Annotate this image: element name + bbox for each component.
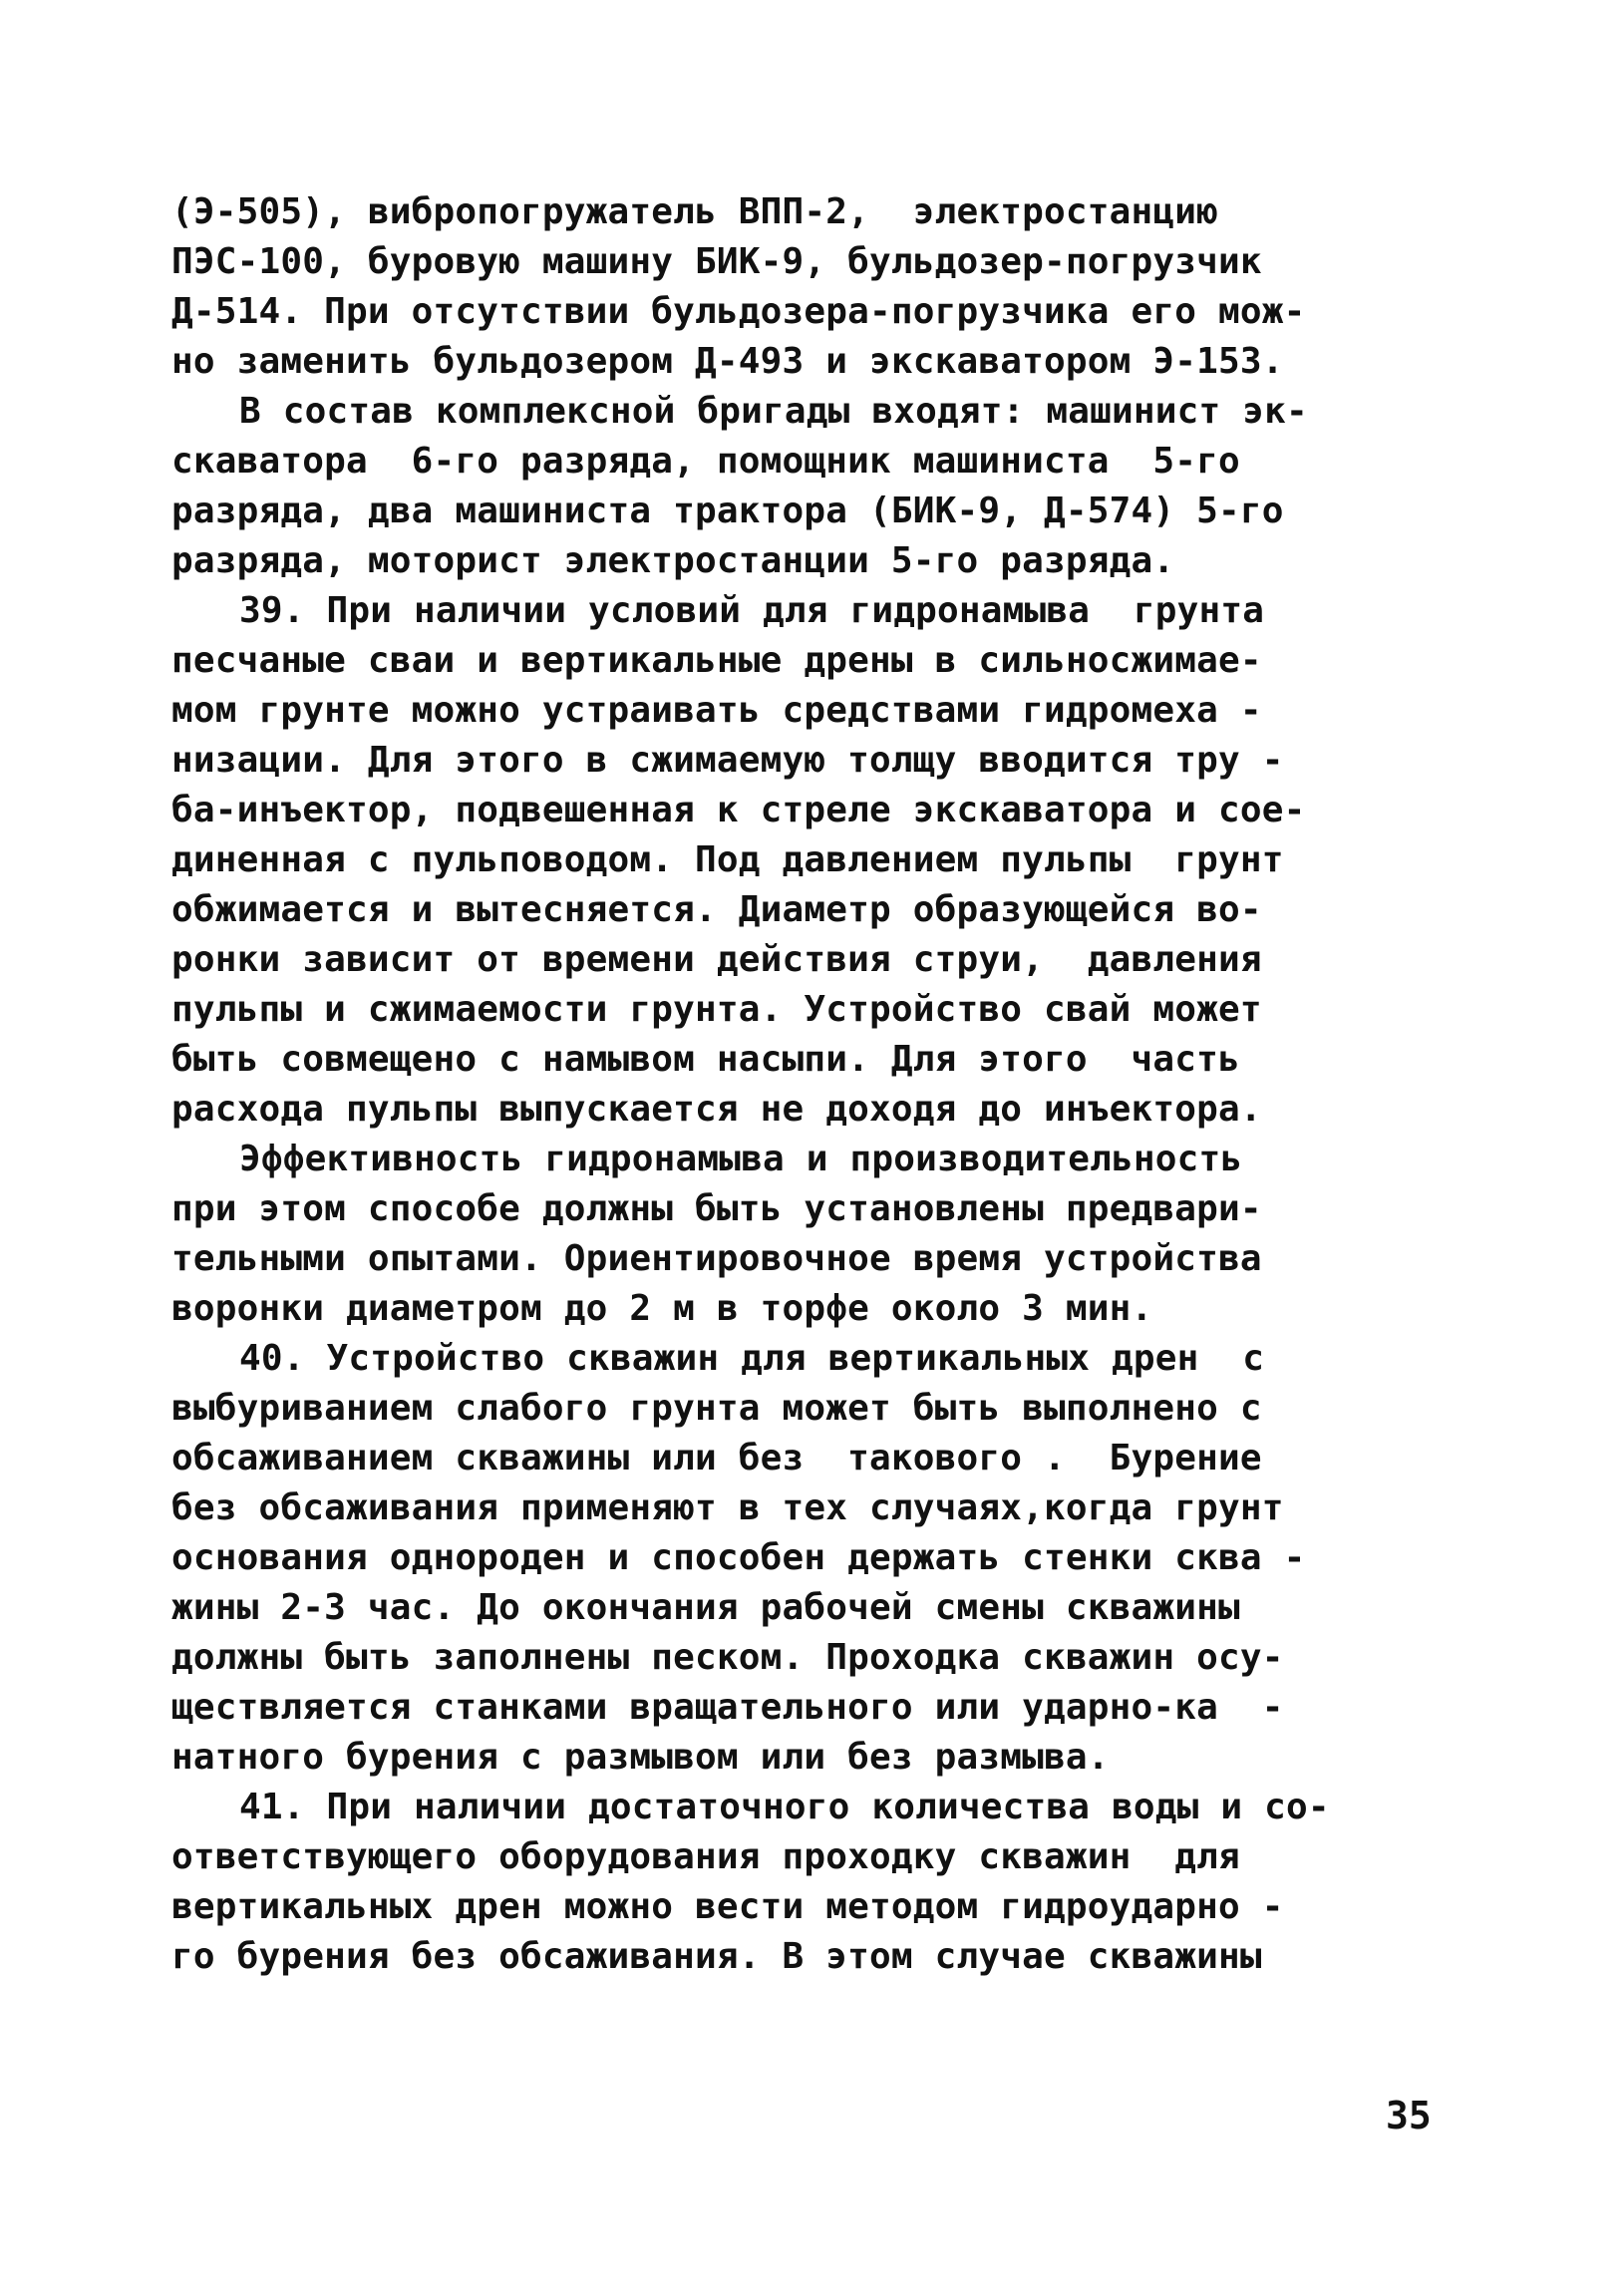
text-line: пульпы и сжимаемости грунта. Устройство свай может	[171, 989, 1262, 1030]
text-line: ба-инъектор, подвешенная к стреле экскаватора и сое-	[171, 790, 1306, 830]
text-line: без обсаживания применяют в тех случаях,когда грунт	[171, 1487, 1284, 1528]
text-line: Д-514. При отсутствии бульдозера-погрузчика его мож-	[171, 291, 1306, 332]
text-line: разряда, два машиниста трактора (БИК-9, Д-574) 5-го	[171, 491, 1284, 531]
text-line: расхода пульпы выпускается не доходя до инъектора.	[171, 1089, 1262, 1130]
paragraph-start-line: 41. При наличии достаточного количества воды и со-	[239, 1787, 1330, 1827]
text-line: вертикальных дрен можно вести методом гидроударно -	[171, 1886, 1284, 1927]
text-line: выбуриванием слабого грунта может быть выполнено с	[171, 1388, 1262, 1429]
text-line: но заменить бульдозером Д-493 и экскаватором Э-153.	[171, 341, 1284, 382]
text-line: ответствующего оборудования проходку скважин для	[171, 1836, 1240, 1877]
body-text	[171, 187, 1467, 1982]
text-line: (Э-505), вибропогружатель ВПП-2, электростанцию	[171, 191, 1218, 232]
text-line: натного бурения с размывом или без размыва.	[171, 1737, 1110, 1778]
text-line: обсаживанием скважины или без такового . Бурение	[171, 1438, 1262, 1478]
text-line: быть совмещено с намывом насыпи. Для этого часть	[171, 1039, 1240, 1080]
paragraph-start-line: Эффективность гидронамыва и производительность	[239, 1139, 1243, 1179]
text-line: тельными опытами. Ориентировочное время устройства	[171, 1238, 1262, 1279]
text-line: жины 2-3 час. До окончания рабочей смены скважины	[171, 1587, 1240, 1628]
text-line: ществляется станками вращательного или ударно-ка -	[171, 1687, 1284, 1728]
text-line: низации. Для этого в сжимаемую толщу вводится тру -	[171, 740, 1284, 781]
text-line: должны быть заполнены песком. Проходка скважин осу-	[171, 1637, 1284, 1678]
text-line: ПЭС-100, буровую машину БИК-9, бульдозер-погрузчик	[171, 241, 1262, 282]
text-line: го бурения без обсаживания. В этом случае скважины	[171, 1936, 1262, 1977]
text-line: диненная с пульповодом. Под давлением пульпы грунт	[171, 839, 1284, 880]
text-line: песчаные сваи и вертикальные дрены в сильносжимае-	[171, 640, 1262, 681]
text-line: скаватора 6-го разряда, помощник машиниста 5-го	[171, 441, 1240, 482]
paragraph-start-line: В состав комплексной бригады входят: машинист эк-	[239, 391, 1308, 432]
paragraph-start-line: 40. Устройство скважин для вертикальных дрен с	[239, 1338, 1265, 1379]
text-line: разряда, моторист электростанции 5-го разряда.	[171, 540, 1175, 581]
text-line: мом грунте можно устраивать средствами гидромеха -	[171, 690, 1262, 731]
text-line: ронки зависит от времени действия струи, давления	[171, 939, 1262, 980]
text-line: основания однороден и способен держать стенки сква -	[171, 1537, 1306, 1578]
text-line: воронки диаметром до 2 м в торфе около 3 мин.	[171, 1288, 1153, 1329]
text-line: при этом способе должны быть установлены предвари-	[171, 1188, 1262, 1229]
paragraph-start-line: 39. При наличии условий для гидронамыва грунта	[239, 590, 1265, 631]
text-line: обжимается и вытесняется. Диаметр образующейся во-	[171, 889, 1262, 930]
page-number: 35	[1386, 2094, 1432, 2137]
